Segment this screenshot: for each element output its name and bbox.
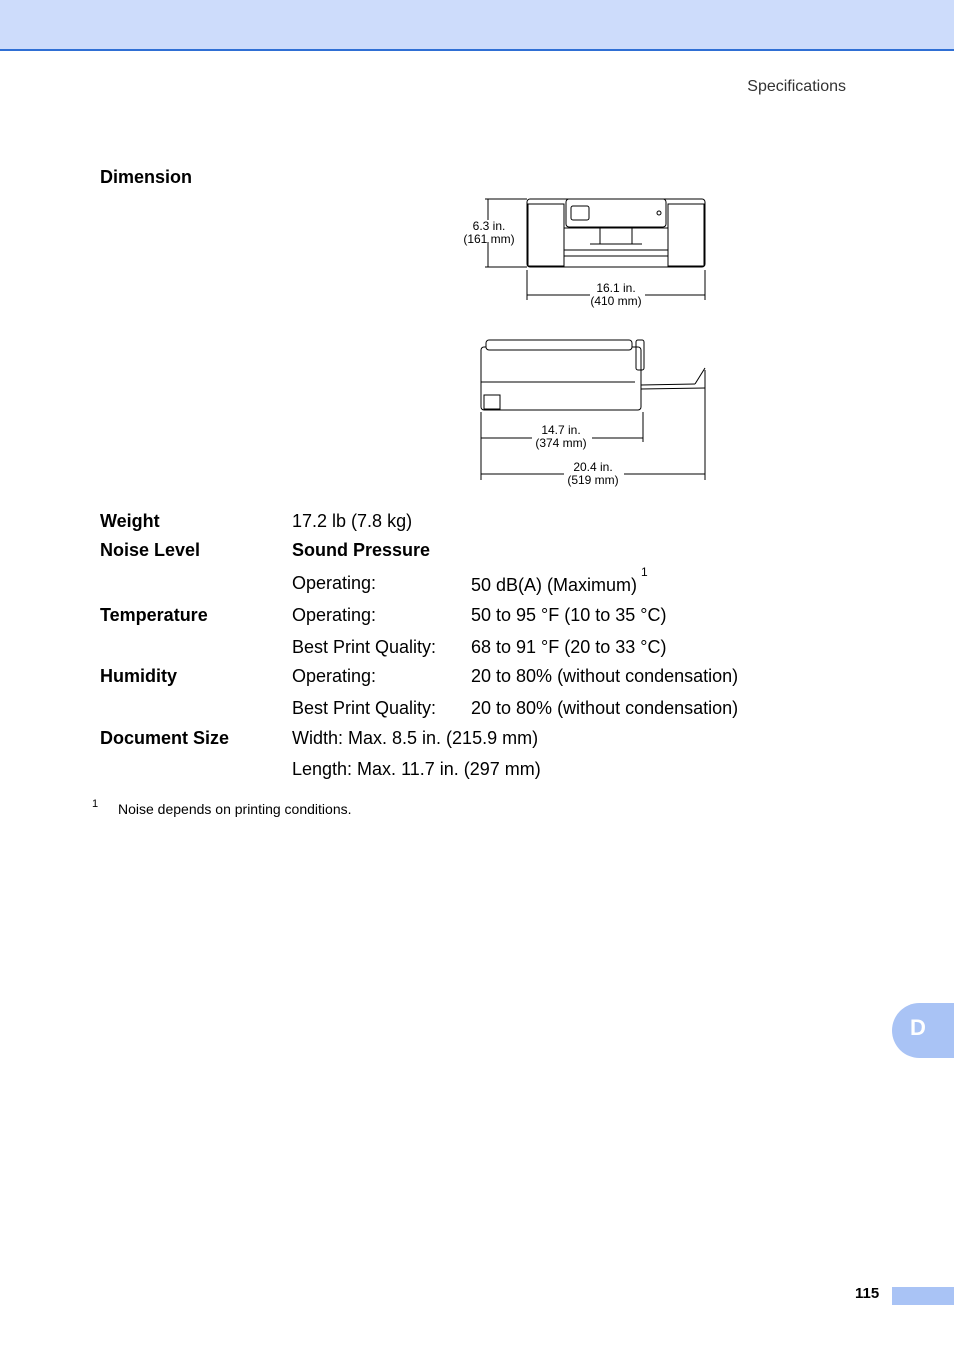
height-mm-label: (161 mm) (463, 232, 515, 246)
footnote-reference: 1 (641, 565, 648, 579)
noise-operating-value-row (471, 565, 648, 596)
hum-best-value: 20 to 80% (without condensation) (471, 698, 739, 718)
temperature-label: Temperature (100, 605, 208, 625)
height-in-label: 6.3 in. (472, 219, 506, 233)
noise-operating-label: Operating: (292, 573, 377, 593)
humidity-label: Humidity (100, 666, 178, 686)
footnote-text: Noise depends on printing conditions. (118, 801, 352, 817)
depth-in-label: 14.7 in. (541, 423, 581, 437)
hum-best-label: Best Print Quality: (292, 698, 437, 718)
noise-operating-value: 50 dB(A) (Maximum) (471, 575, 638, 595)
printer-front-view (527, 199, 705, 267)
docsize-length: Length: Max. 11.7 in. (297 mm) (292, 759, 541, 779)
noise-level-label: Noise Level (100, 540, 201, 560)
depth-ext-mm-label: (519 mm) (567, 473, 619, 487)
page-number-bar (892, 1287, 954, 1305)
temp-best-value: 68 to 91 °F (20 to 33 °C) (471, 637, 667, 657)
weight-label: Weight (100, 511, 160, 531)
temp-operating-value: 50 to 95 °F (10 to 35 °C) (471, 605, 667, 625)
depth-mm-label: (374 mm) (535, 436, 587, 450)
printer-dimension-diagram (440, 190, 720, 490)
depth-ext-in-label: 20.4 in. (573, 460, 613, 474)
side-tab-letter: D (910, 1015, 926, 1040)
document-size-label: Document Size (100, 728, 230, 748)
dimension-label: Dimension (100, 167, 193, 187)
printer-side-view (481, 340, 705, 410)
hum-operating-value: 20 to 80% (without condensation) (471, 666, 739, 686)
width-in-label: 16.1 in. (596, 281, 636, 295)
temp-operating-label: Operating: (292, 605, 377, 625)
appendix-side-tab (892, 1003, 954, 1058)
temp-best-label: Best Print Quality: (292, 637, 437, 657)
top-header-band (0, 0, 954, 51)
sound-pressure-heading: Sound Pressure (292, 540, 431, 560)
footnote-number: 1 (92, 798, 99, 810)
weight-value: 17.2 lb (7.8 kg) (292, 511, 413, 531)
running-title: Specifications (747, 78, 846, 95)
width-mm-label: (410 mm) (590, 294, 642, 308)
docsize-width: Width: Max. 8.5 in. (215.9 mm) (292, 728, 539, 748)
hum-operating-label: Operating: (292, 666, 377, 686)
page-number: 115 (855, 1285, 880, 1302)
